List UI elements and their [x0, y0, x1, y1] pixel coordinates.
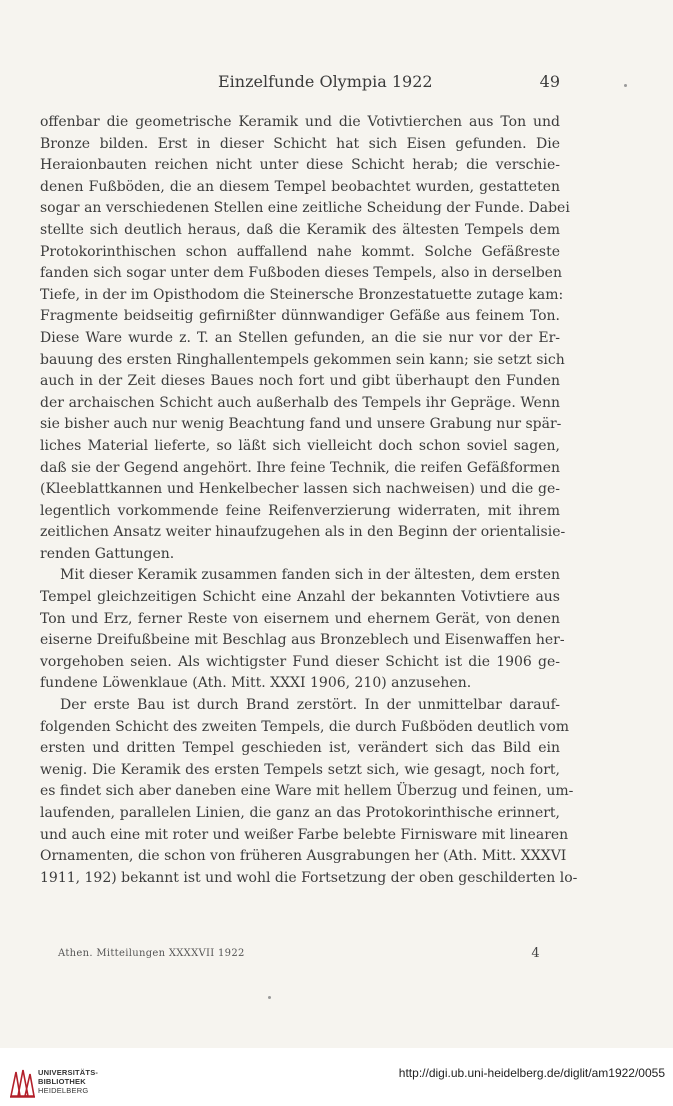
text-line: fundene Löwenklaue (Ath. Mitt. XXXI 1906, 210) anzusehen. — [40, 675, 472, 692]
library-seal-icon — [8, 1066, 36, 1100]
text-line: Bronze bilden. Erst in dieser Schicht hat sich Eisen gefunden. Die — [40, 135, 560, 152]
text-line: denen Fußböden, die an diesem Tempel beobachtet wurden, gestatteten — [40, 178, 560, 195]
text-line: sogar an verschiedenen Stellen eine zeitliche Scheidung der Funde. Dabei — [40, 200, 570, 217]
text-line: Ornamenten, die schon von früheren Ausgrabungen her (Ath. Mitt. XXXVI — [40, 848, 567, 865]
text-line: bauung des ersten Ringhallentempels gekommen sein kann; sie setzt sich — [40, 351, 565, 368]
text-line: Protokorinthischen schon auffallend nahe kommt. Solche Gefäßreste — [40, 243, 560, 260]
text-line: 1911, 192) bekannt ist und wohl die Fortsetzung der oben geschilderten lo- — [40, 869, 578, 886]
page-header — [40, 72, 560, 98]
text-line: offenbar die geometrische Keramik und die Votivtierchen aus Ton und — [40, 114, 560, 130]
text-line: eiserne Dreifußbeine mit Beschlag aus Bronzeblech und Eisenwaffen her- — [40, 632, 565, 649]
text-line: legentlich vorkommende feine Reifenverzierung widerraten, mit ihrem — [40, 502, 560, 519]
body-text — [40, 112, 578, 889]
text-line: und auch eine mit roter und weißer Farbe belebte Firnisware mit linearen — [40, 826, 569, 843]
text-line: sie bisher auch nur wenig Beachtung fand und unsere Grabung nur spär- — [40, 416, 562, 433]
text-line: vorgehoben seien. Als wichtigster Fund dieser Schicht ist die 1906 ge- — [40, 653, 560, 670]
text-line: auch in der Zeit dieses Baues noch fort und gibt überhaupt den Funden — [40, 373, 560, 390]
logo-line: UNIVERSITÄTS- — [38, 1068, 99, 1077]
body-paragraph — [40, 695, 578, 889]
text-line: es findet sich aber daneben eine Ware mit hellem Überzug und feinen, um- — [40, 783, 574, 800]
footer-citation: Athen. Mitteilungen XXXXVII 1922 — [58, 948, 245, 959]
text-line: daß sie der Gegend angehört. Ihre feine Technik, die reifen Gefäßformen — [40, 459, 561, 476]
text-line: Heraionbauten reichen nicht unter diese Schicht herab; die verschie- — [40, 157, 560, 174]
permalink-url[interactable]: http://digi.ub.uni-heidelberg.de/diglit/am1922/0055 — [398, 1066, 665, 1080]
library-logo[interactable] — [8, 1066, 118, 1100]
text-line: ersten und dritten Tempel geschieden ist, verändert sich das Bild ein — [40, 740, 560, 757]
text-line: zeitlichen Ansatz weiter hinaufzugehen als in den Beginn der orientalisie- — [40, 524, 566, 541]
logo-line: HEIDELBERG — [38, 1086, 89, 1095]
viewer-bottom-bar — [0, 1048, 673, 1106]
body-paragraph — [40, 112, 570, 565]
page-number: 49 — [539, 72, 560, 91]
text-line: folgenden Schicht des zweiten Tempels, die durch Fußböden deutlich vom — [40, 718, 570, 735]
body-paragraph — [40, 565, 565, 695]
text-line: fanden sich sogar unter dem Fußboden dieses Tempels, also in derselben — [40, 265, 562, 282]
logo-line: BIBLIOTHEK — [38, 1077, 86, 1086]
running-title: Einzelfunde Olympia 1922 — [218, 72, 433, 91]
page-footer — [58, 948, 540, 959]
text-line: renden Gattungen. — [40, 545, 175, 562]
text-line: (Kleeblattkannen und Henkelbecher lassen sich nachweisen) und die ge- — [40, 481, 560, 498]
text-line: Tiefe, in der im Opisthodom die Steinersche Bronzestatuette zutage kam: — [40, 286, 564, 303]
logo-text — [38, 1068, 98, 1095]
text-line: Ton und Erz, ferner Reste von eisernem und ehernem Gerät, von denen — [40, 610, 560, 627]
speck-mark — [268, 996, 271, 999]
text-line: liches Material lieferte, so läßt sich vielleicht doch schon soviel sagen, — [40, 437, 560, 454]
text-line: Mit dieser Keramik zusammen fanden sich in der ältesten, dem ersten — [60, 567, 560, 584]
text-line: stellte sich deutlich heraus, daß die Keramik des ältesten Tempels dem — [40, 221, 560, 238]
text-line: Der erste Bau ist durch Brand zerstört. In der unmittelbar darauf- — [60, 697, 560, 714]
text-line: Tempel gleichzeitigen Schicht eine Anzahl der bekannten Votivtiere aus — [40, 589, 560, 606]
text-line: laufenden, parallelen Linien, die ganz an das Protokorinthische erinnert, — [40, 805, 560, 821]
text-line: wenig. Die Keramik des ersten Tempels setzt sich, wie gesagt, noch fort, — [40, 761, 560, 778]
text-line: Fragmente beidseitig gefirnißter dünnwandiger Gefäße aus feinem Ton. — [40, 308, 560, 325]
text-line: der archaischen Schicht auch außerhalb des Tempels ihr Gepräge. Wenn — [40, 394, 560, 411]
speck-mark — [624, 84, 627, 87]
text-line: Diese Ware wurde z. T. an Stellen gefunden, an die sie nur vor der Er- — [40, 329, 560, 346]
printer-signature: 4 — [531, 946, 540, 961]
